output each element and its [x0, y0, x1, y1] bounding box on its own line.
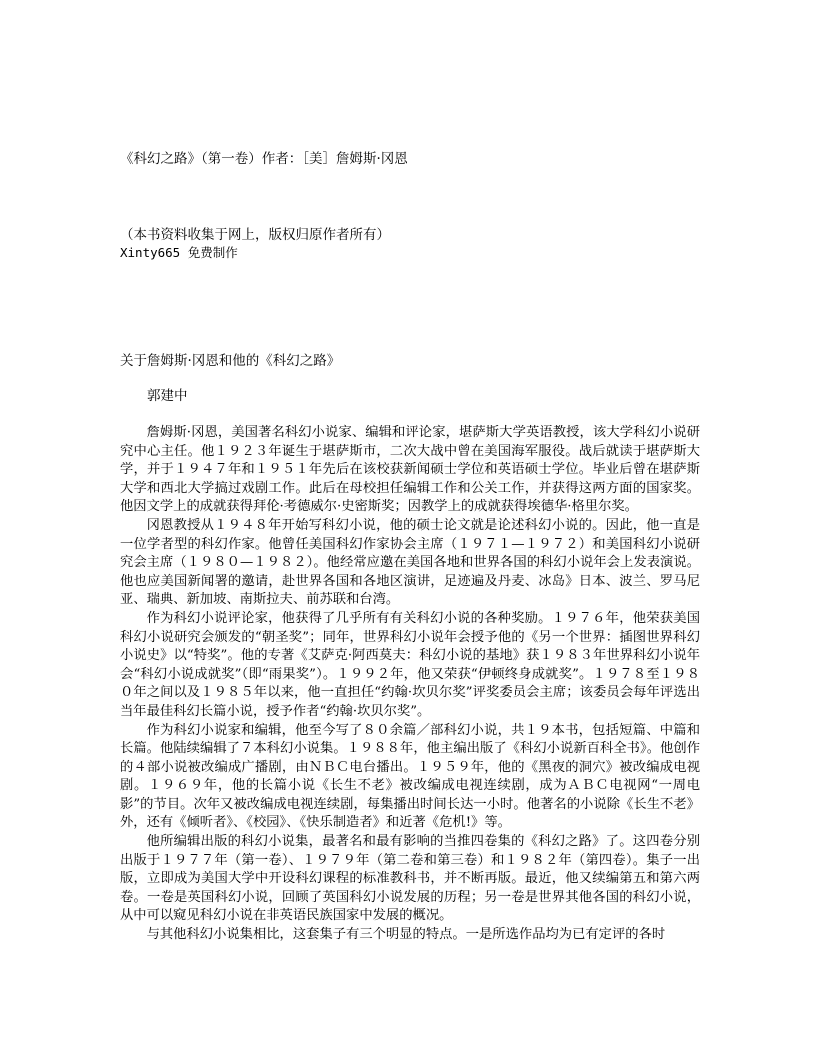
- producer-credit: Xinty665 免费制作: [120, 245, 238, 260]
- paragraph: 作为科幻小说评论家，他获得了几乎所有有关科幻小说的各种奖励。１９７６年，他荣获美国科幻小说研究会颁发的“朝圣奖”；同年，世界科幻小说年会授予他的《另一个世界：插图世界科幻小说史》以“特奖”。他的专著《艾萨克·阿西莫夫：科幻小说的基地》获１９８３年世界科幻小说年会“科幻小说成就奖”（即“雨果奖”）。１９９２年，他又荣获“伊顿终身成就奖”。１９７８至１９８０年之间以及１９８５年以来，他一直担任“约翰·坎贝尔奖”评奖委员会主席；该委员会每年评选出当年最佳科幻长篇小说，授予作者“约翰·坎贝尔奖”。: [120, 610, 700, 719]
- article-author: 郭建中: [147, 388, 188, 404]
- book-title-line: 《科幻之路》（第一卷）作者：［美］詹姆斯·冈恩: [120, 151, 408, 167]
- copyright-notice: （本书资料收集于网上，版权归原作者所有）: [120, 227, 390, 243]
- paragraph: 冈恩教授从１９４８年开始写科幻小说，他的硕士论文就是论述科幻小说的。因此，他一直是一位学者型的科幻作家。他曾任美国科幻作家协会主席（１９７１—１９７２）和美国科幻小说研究会主席（１９８０—１９８２）。他经常应邀在美国各地和世界各国的科幻小说年会上发表演说。他也应美国新闻署的邀请，赴世界各国和各地区演讲，足迹遍及丹麦、冰岛》日本、波兰、罗马尼亚、瑞典、新加坡、南斯拉夫、前苏联和台湾。: [120, 517, 700, 608]
- paragraph: 与其他科幻小说集相比，这套集子有三个明显的特点。一是所选作品均为已有定评的各时: [146, 927, 666, 943]
- paragraph: 他所编辑出版的科幻小说集，最著名和最有影响的当推四卷集的《科幻之路》了。这四卷分别出版于１９７７年（第一卷）、１９７９年（第二卷和第三卷）和１９８２年（第四卷）。集子一出版，立即成为美国大学中开设科幻课程的标准教科书，并不断再版。最近，他又续编第五和第六两卷。一卷是英国科幻小说，回顾了英国科幻小说发展的历程；另一卷是世界其他各国的科幻小说，从中可以窥见科幻小说在非英语民族国家中发展的概况。: [120, 834, 700, 924]
- paragraph: 詹姆斯·冈恩，美国著名科幻小说家、编辑和评论家，堪萨斯大学英语教授，该大学科幻小说研究中心主任。他１９２３年诞生于堪萨斯市，二次大战中曾在美国海军服役。战后就读于堪萨斯大学，并于１９４７年和１９５１年先后在该校获新闻硕士学位和英语硕士学位。毕业后曾在堪萨斯大学和西北大学搞过戏剧工作。此后在母校担任编辑工作和公关工作，并获得这两方面的国家奖。他因文学上的成就获得拜伦·考德威尔·史密斯奖；因教学上的成就获得埃德华·格里尔奖。: [120, 425, 700, 515]
- article-heading: 关于詹姆斯·冈恩和他的《科幻之路》: [120, 353, 341, 369]
- article-body: [120, 424, 700, 945]
- paragraph: 作为科幻小说家和编辑，他至今写了８０余篇／部科幻小说，共１９本书，包括短篇、中篇和长篇。他陆续编辑了７本科幻小说集。１９８８年，他主编出版了《科幻小说新百科全书》。他创作的４部小说被改编成广播剧，由ＮＢＣ电台播出。１９５９年，他的《黑夜的洞穴》被改编成电视剧。１９６９年，他的长篇小说《长生不老》被改编成电视连续剧，成为ＡＢＣ电视网“一周电影”的节目。次年又被改编成电视连续剧，每集播出时间长达一小时。他著名的小说除《长生不老》外，还有《倾听者》、《校园》、《快乐制造者》和近著《危机!》等。: [120, 722, 700, 831]
